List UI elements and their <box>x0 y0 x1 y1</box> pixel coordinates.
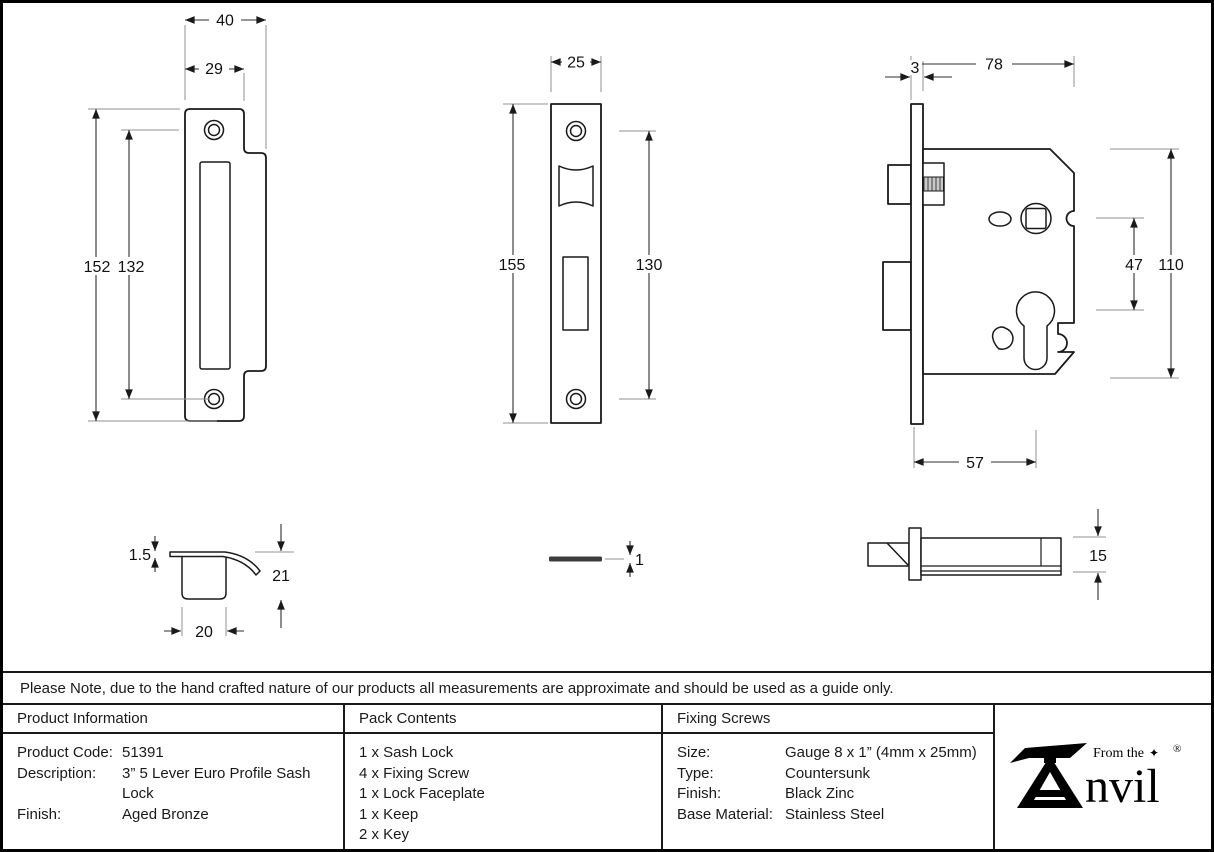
row-value: Countersunk <box>785 764 871 782</box>
list-item: 1 x Sash Lock <box>359 744 454 761</box>
row-label: Base Material: <box>677 805 773 823</box>
faceplate-front-view-drawing <box>494 53 667 423</box>
row-label: Product Code: <box>17 744 113 761</box>
dimension-label: 20 <box>195 624 213 641</box>
faceplate-edge-view-drawing <box>549 541 644 577</box>
product-information-header: Product Information <box>3 705 343 734</box>
table-row <box>17 743 335 764</box>
dimension-label: 1.5 <box>128 547 151 564</box>
dimension-label: 25 <box>567 54 585 72</box>
row-value: 51391 <box>122 744 164 761</box>
row-label: Type: <box>677 764 714 782</box>
pack-contents-header: Pack Contents <box>345 705 661 734</box>
spec-table <box>3 705 1211 849</box>
dimension-label: 155 <box>498 257 526 274</box>
faceplate-profile <box>909 528 921 580</box>
logo-wordmark: nvil <box>1085 760 1160 813</box>
dimension-label: 152 <box>83 259 111 276</box>
row-label: Finish: <box>677 785 722 802</box>
table-row <box>17 764 335 805</box>
dimension-label: 110 <box>1158 257 1184 274</box>
table-row <box>677 805 985 826</box>
dimension-label: 130 <box>635 257 663 274</box>
lock-case-profile <box>921 538 1061 575</box>
row-value: Aged Bronze <box>122 805 209 823</box>
list-item: 2 x Key <box>359 826 410 843</box>
spindle-square-hole <box>1026 209 1046 229</box>
table-row <box>17 805 335 826</box>
deadbolt-cutout <box>563 257 588 330</box>
dimension-label: 21 <box>272 568 290 585</box>
list-item: 1 x Keep <box>359 805 419 823</box>
row-label: Description: <box>17 764 97 782</box>
keep-box <box>182 556 226 599</box>
table-row <box>677 764 985 785</box>
fixing-screws-header: Fixing Screws <box>663 705 993 734</box>
row-value: Black Zinc <box>785 785 855 802</box>
row-value: Gauge 8 x 1” (4mm x 25mm) <box>785 744 977 761</box>
fixing-screws-column <box>663 705 995 849</box>
latch-cutout <box>559 166 593 206</box>
latch-spring-hatch <box>924 177 944 191</box>
keep-slot-cutout <box>200 162 230 369</box>
fixing-slot <box>989 212 1011 226</box>
lock-faceplate <box>911 104 923 424</box>
brand-logo-cell <box>995 705 1211 849</box>
row-label: Size: <box>677 744 711 761</box>
dimension-label: 29 <box>205 61 223 78</box>
list-item: 1 x Lock Faceplate <box>359 785 485 802</box>
table-row <box>677 784 985 805</box>
dimension-label: 40 <box>216 12 234 30</box>
faceplate-edge <box>549 557 602 562</box>
retaining-hole <box>993 327 1013 349</box>
keep-profile-view-drawing <box>129 524 294 641</box>
list-item: 4 x Fixing Screw <box>359 764 470 782</box>
registered-trademark-icon: ® <box>1173 743 1182 755</box>
measurement-disclaimer: Please Note, due to the hand crafted nature of our products all measurements are approximate and should be used as a guide only. <box>3 671 1211 705</box>
latch-bolt <box>888 165 911 204</box>
technical-drawing-canvas <box>3 3 1211 670</box>
pack-contents-column <box>345 705 663 849</box>
lock-body-view-drawing <box>883 55 1189 472</box>
table-row <box>677 743 985 764</box>
row-value: Stainless Steel <box>785 805 885 823</box>
lock-case-profile-view-drawing <box>868 509 1107 600</box>
dimension-label: 1 <box>635 552 644 569</box>
row-label: Finish: <box>17 805 62 823</box>
diamond-icon: ✦ <box>1149 746 1160 760</box>
dimension-label: 3 <box>910 60 920 77</box>
deadbolt <box>883 262 911 330</box>
logo-prefix: From the <box>1093 746 1144 761</box>
keep-front-view-drawing <box>80 11 266 421</box>
anvil-icon <box>1010 743 1087 808</box>
from-the-anvil-logo <box>1009 738 1197 816</box>
dimension-label: 15 <box>1089 548 1107 565</box>
dimension-label: 47 <box>1125 257 1143 274</box>
dimension-label: 132 <box>117 259 145 276</box>
dimension-label: 78 <box>985 56 1003 74</box>
product-information-column <box>3 705 345 849</box>
latch-bolt-profile <box>868 543 909 566</box>
row-value: 3” 5 Lever Euro Profile Sash Lock <box>122 764 311 802</box>
dimension-label: 57 <box>966 455 984 472</box>
